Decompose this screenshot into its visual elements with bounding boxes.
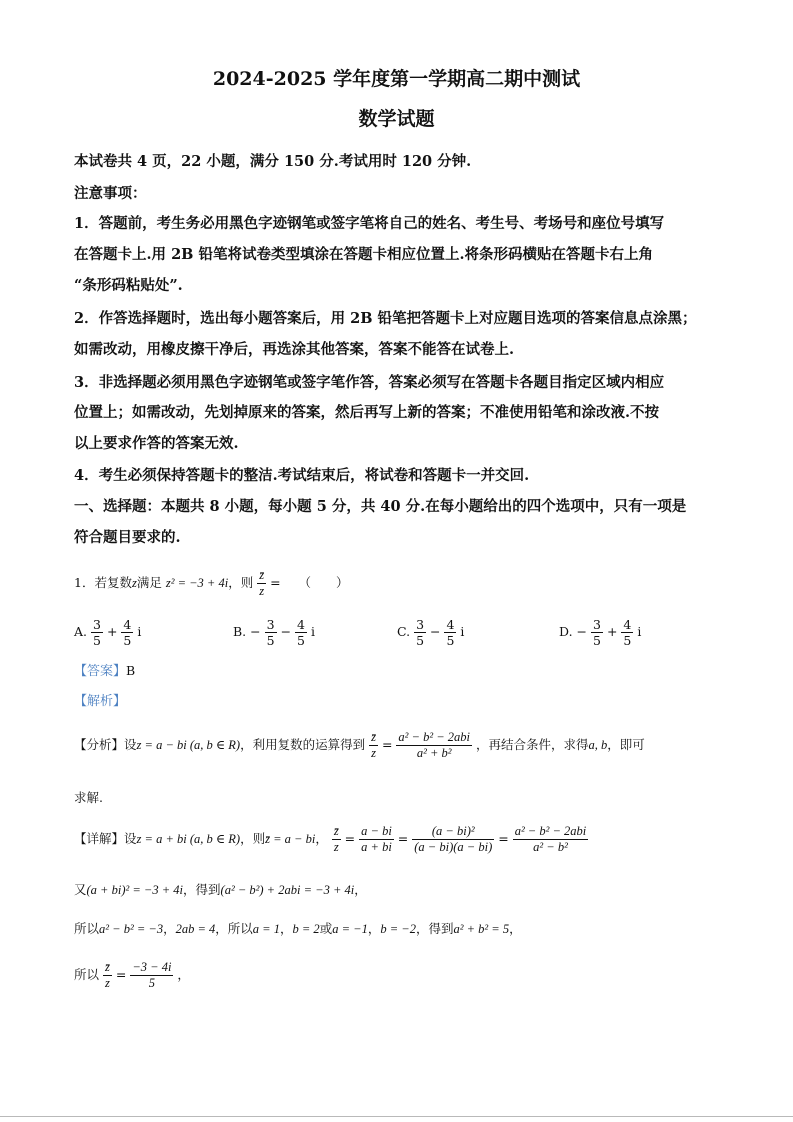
equals-sign: = bbox=[344, 831, 356, 846]
section-1-line-1: 一、选择题：本题共 8 小题，每小题 5 分，共 40 分.在每小题给出的四个选项中，只有一项是 bbox=[74, 498, 687, 515]
fraction-numerator: 3 bbox=[416, 617, 425, 632]
fraction-denominator: 5 bbox=[297, 633, 305, 648]
detail-final-lhs bbox=[103, 960, 112, 991]
option-fraction-1 bbox=[265, 617, 277, 648]
fraction-numerator: 4 bbox=[446, 617, 455, 632]
detail-text: 又 bbox=[74, 882, 87, 897]
option-sign: − bbox=[576, 624, 588, 639]
rule-2-line-1: 2．作答选择题时，选出每小题答案后，用 2B 铅笔把答题卡上对应题目选项的答案信息点涂黑； bbox=[74, 310, 697, 327]
detail-text: ，得到 bbox=[183, 882, 221, 897]
detail-line-2 bbox=[74, 880, 367, 898]
fraction-numerator: z̄ bbox=[105, 960, 110, 974]
fraction-numerator: a² − b² − 2abi bbox=[514, 824, 587, 838]
option-sign: − bbox=[250, 624, 261, 639]
fraction-denominator: z bbox=[105, 976, 110, 990]
option-a bbox=[74, 617, 141, 648]
detail-text: 设 bbox=[124, 831, 137, 846]
answer-line bbox=[74, 660, 135, 679]
option-fraction-1 bbox=[91, 617, 103, 648]
fraction-denominator: 5 bbox=[93, 633, 101, 648]
analysis-line-1 bbox=[74, 730, 645, 761]
fraction-denominator: z bbox=[333, 840, 339, 854]
option-unit: i bbox=[137, 624, 142, 639]
detail-text: ， bbox=[315, 831, 328, 846]
detail-expr: (a² − b²) + 2abi = −3 + 4i bbox=[220, 883, 355, 897]
detail-expr: 2ab = 4 bbox=[175, 922, 216, 936]
analysis-set-expr: z = a − bi (a, b ∈ R) bbox=[136, 738, 241, 752]
rule-1-line-2: 在答题卡上.用 2B 铅笔将试卷类型填涂在答题卡相应位置上.将条形码横贴在答题卡右上角 bbox=[74, 246, 654, 263]
fraction-numerator: 3 bbox=[93, 617, 101, 632]
question-1-stem bbox=[74, 568, 349, 599]
fraction-numerator: −3 − 4i bbox=[132, 960, 172, 974]
detail-text: 或 bbox=[319, 921, 333, 936]
analysis-text: 设 bbox=[124, 737, 137, 752]
fraction-denominator: 5 bbox=[266, 633, 275, 648]
page-bottom-divider bbox=[0, 1116, 793, 1117]
option-unit: i bbox=[460, 624, 465, 639]
fraction-numerator: 3 bbox=[266, 617, 275, 632]
detail-text: ，所以 bbox=[215, 921, 253, 936]
exam-title: 2024-2025 学年度第一学期高二期中测试 bbox=[212, 68, 581, 90]
fraction-numerator: 3 bbox=[593, 617, 601, 632]
fraction-numerator: a − bi bbox=[361, 824, 392, 838]
detail-expr: a = −1 bbox=[332, 922, 368, 936]
option-unit: i bbox=[637, 624, 642, 639]
fraction-denominator: 5 bbox=[593, 633, 601, 648]
rule-3-line-2: 位置上；如需改动，先划掉原来的答案，然后再写上新的答案；不准使用铅笔和涂改液.不按 bbox=[74, 404, 660, 421]
option-operator: + bbox=[606, 624, 618, 639]
rule-1-line-3: “条形码粘贴处”. bbox=[74, 277, 183, 294]
fraction-denominator: a + bi bbox=[361, 840, 392, 854]
rule-4: 4．考生必须保持答题卡的整洁.考试结束后，将试卷和答题卡一并交回. bbox=[74, 467, 530, 484]
fraction-numerator: z̄ bbox=[259, 568, 265, 582]
detail-text: ， bbox=[509, 921, 522, 936]
fraction-numerator: 4 bbox=[297, 617, 305, 632]
option-fraction-2 bbox=[295, 617, 307, 648]
option-fraction-1 bbox=[414, 617, 426, 648]
equals-sign: = bbox=[498, 831, 509, 846]
option-fraction-2 bbox=[121, 617, 133, 648]
analysis-line-2: 求解. bbox=[74, 790, 103, 805]
fraction-numerator: 4 bbox=[623, 617, 632, 632]
question-1-then: ，则 bbox=[228, 575, 254, 590]
option-d bbox=[559, 617, 641, 648]
question-1-prefix: 1．若复数 bbox=[74, 575, 132, 590]
analysis-heading: 【解析】 bbox=[74, 694, 127, 709]
answer-value: B bbox=[126, 663, 136, 678]
exam-info: 本试卷共 4 页，22 小题，满分 150 分.考试用时 120 分钟. bbox=[74, 153, 472, 170]
fraction-denominator: 5 bbox=[623, 633, 632, 648]
detail-fraction-4 bbox=[513, 824, 589, 855]
section-1-line-2: 符合题目要求的. bbox=[74, 529, 181, 546]
option-label: C. bbox=[397, 624, 411, 639]
rule-3-line-3: 以上要求作答的答案无效. bbox=[74, 435, 239, 452]
fraction-denominator: 5 bbox=[446, 633, 455, 648]
fraction-denominator: 5 bbox=[123, 633, 132, 648]
option-label: A. bbox=[74, 624, 88, 639]
detail-text: ， bbox=[279, 921, 293, 936]
question-1-fraction bbox=[257, 568, 266, 599]
question-1-blank: （ ） bbox=[298, 575, 349, 590]
detail-fraction-2 bbox=[359, 824, 394, 855]
analysis-text: ，即可 bbox=[607, 737, 645, 752]
analysis-ab: a, b bbox=[588, 738, 608, 752]
detail-fraction-3 bbox=[412, 824, 494, 855]
detail-conjugate: z̄ = a − bi bbox=[265, 832, 316, 846]
option-fraction-1 bbox=[591, 617, 603, 648]
detail-expr: a = 1 bbox=[252, 922, 280, 936]
detail-text: 所以 bbox=[74, 921, 100, 936]
option-unit: i bbox=[310, 624, 315, 639]
answer-label: 【答案】 bbox=[74, 664, 127, 679]
question-1-satisfies: 满足 bbox=[136, 575, 162, 590]
option-c bbox=[397, 617, 464, 648]
detail-expr: b = 2 bbox=[292, 922, 320, 936]
fraction-numerator: 4 bbox=[123, 617, 132, 632]
equals-sign: = bbox=[115, 967, 127, 982]
detail-text: 所以 bbox=[74, 967, 100, 982]
fraction-denominator: z bbox=[371, 746, 376, 760]
rule-1-line-1: 1．答题前，考生务必用黑色字迹钢笔或签字笔将自己的姓名、考生号、考场号和座位号填写 bbox=[74, 215, 665, 232]
analysis-lhs-fraction bbox=[369, 730, 378, 761]
option-fraction-2 bbox=[621, 617, 633, 648]
detail-final-rhs bbox=[130, 960, 173, 991]
detail-text: ， bbox=[354, 882, 367, 897]
question-1-equation: z² = −3 + 4i bbox=[165, 576, 229, 590]
fraction-denominator: a² − b² bbox=[533, 840, 568, 854]
detail-text: ， bbox=[163, 921, 176, 936]
fraction-numerator: z̄ bbox=[333, 824, 339, 838]
detail-text: ，则 bbox=[240, 831, 266, 846]
detail-label: 【详解】 bbox=[74, 831, 125, 846]
fraction-numerator: (a − bi)² bbox=[412, 824, 494, 840]
rule-2-line-2: 如需改动，用橡皮擦干净后，再选涂其他答案，答案不能答在试卷上. bbox=[74, 341, 515, 358]
detail-text: ， bbox=[367, 921, 381, 936]
analysis-label: 【分析】 bbox=[74, 737, 125, 752]
fraction-numerator: a² − b² − 2abi bbox=[398, 730, 470, 744]
detail-line-3 bbox=[74, 919, 522, 937]
detail-fraction-1 bbox=[332, 824, 341, 855]
fraction-denominator: 5 bbox=[416, 633, 425, 648]
detail-expr: b = −2 bbox=[380, 922, 416, 936]
notice-title: 注意事项： bbox=[74, 185, 147, 202]
fraction-numerator: z̄ bbox=[371, 730, 376, 744]
fraction-denominator: 5 bbox=[148, 976, 155, 990]
option-operator: − bbox=[430, 624, 441, 639]
question-1-equals: = bbox=[270, 575, 281, 590]
option-operator: − bbox=[280, 624, 292, 639]
option-label: B. bbox=[233, 624, 247, 639]
detail-expr: a² − b² = −3 bbox=[99, 922, 164, 936]
fraction-denominator: (a − bi)(a − bi) bbox=[414, 840, 493, 854]
equals-sign: = bbox=[381, 737, 393, 752]
option-fraction-2 bbox=[444, 617, 456, 648]
rule-3-line-1: 3．非选择题必须用黑色字迹钢笔或签字笔作答，答案必须写在答题卡各题目指定区域内相应 bbox=[74, 374, 665, 391]
analysis-text: ，再结合条件，求得 bbox=[475, 737, 589, 752]
detail-expr: a² + b² = 5 bbox=[453, 922, 510, 936]
option-label: D. bbox=[559, 624, 573, 639]
fraction-denominator: z bbox=[259, 584, 265, 598]
option-operator: + bbox=[106, 624, 118, 639]
detail-line-4 bbox=[74, 960, 190, 991]
option-b bbox=[233, 617, 315, 648]
detail-text: ， bbox=[177, 967, 190, 982]
detail-text: ，得到 bbox=[415, 921, 454, 936]
detail-expr: (a + bi)² = −3 + 4i bbox=[86, 883, 184, 897]
question-1-var: z bbox=[131, 576, 137, 590]
analysis-text: ，利用复数的运算得到 bbox=[240, 737, 366, 752]
exam-subtitle: 数学试题 bbox=[358, 108, 435, 130]
detail-set-expr: z = a + bi (a, b ∈ R) bbox=[136, 832, 241, 846]
analysis-rhs-fraction bbox=[396, 730, 472, 761]
fraction-denominator: a² + b² bbox=[416, 746, 452, 760]
detail-line-1 bbox=[74, 824, 588, 855]
equals-sign: = bbox=[397, 831, 409, 846]
